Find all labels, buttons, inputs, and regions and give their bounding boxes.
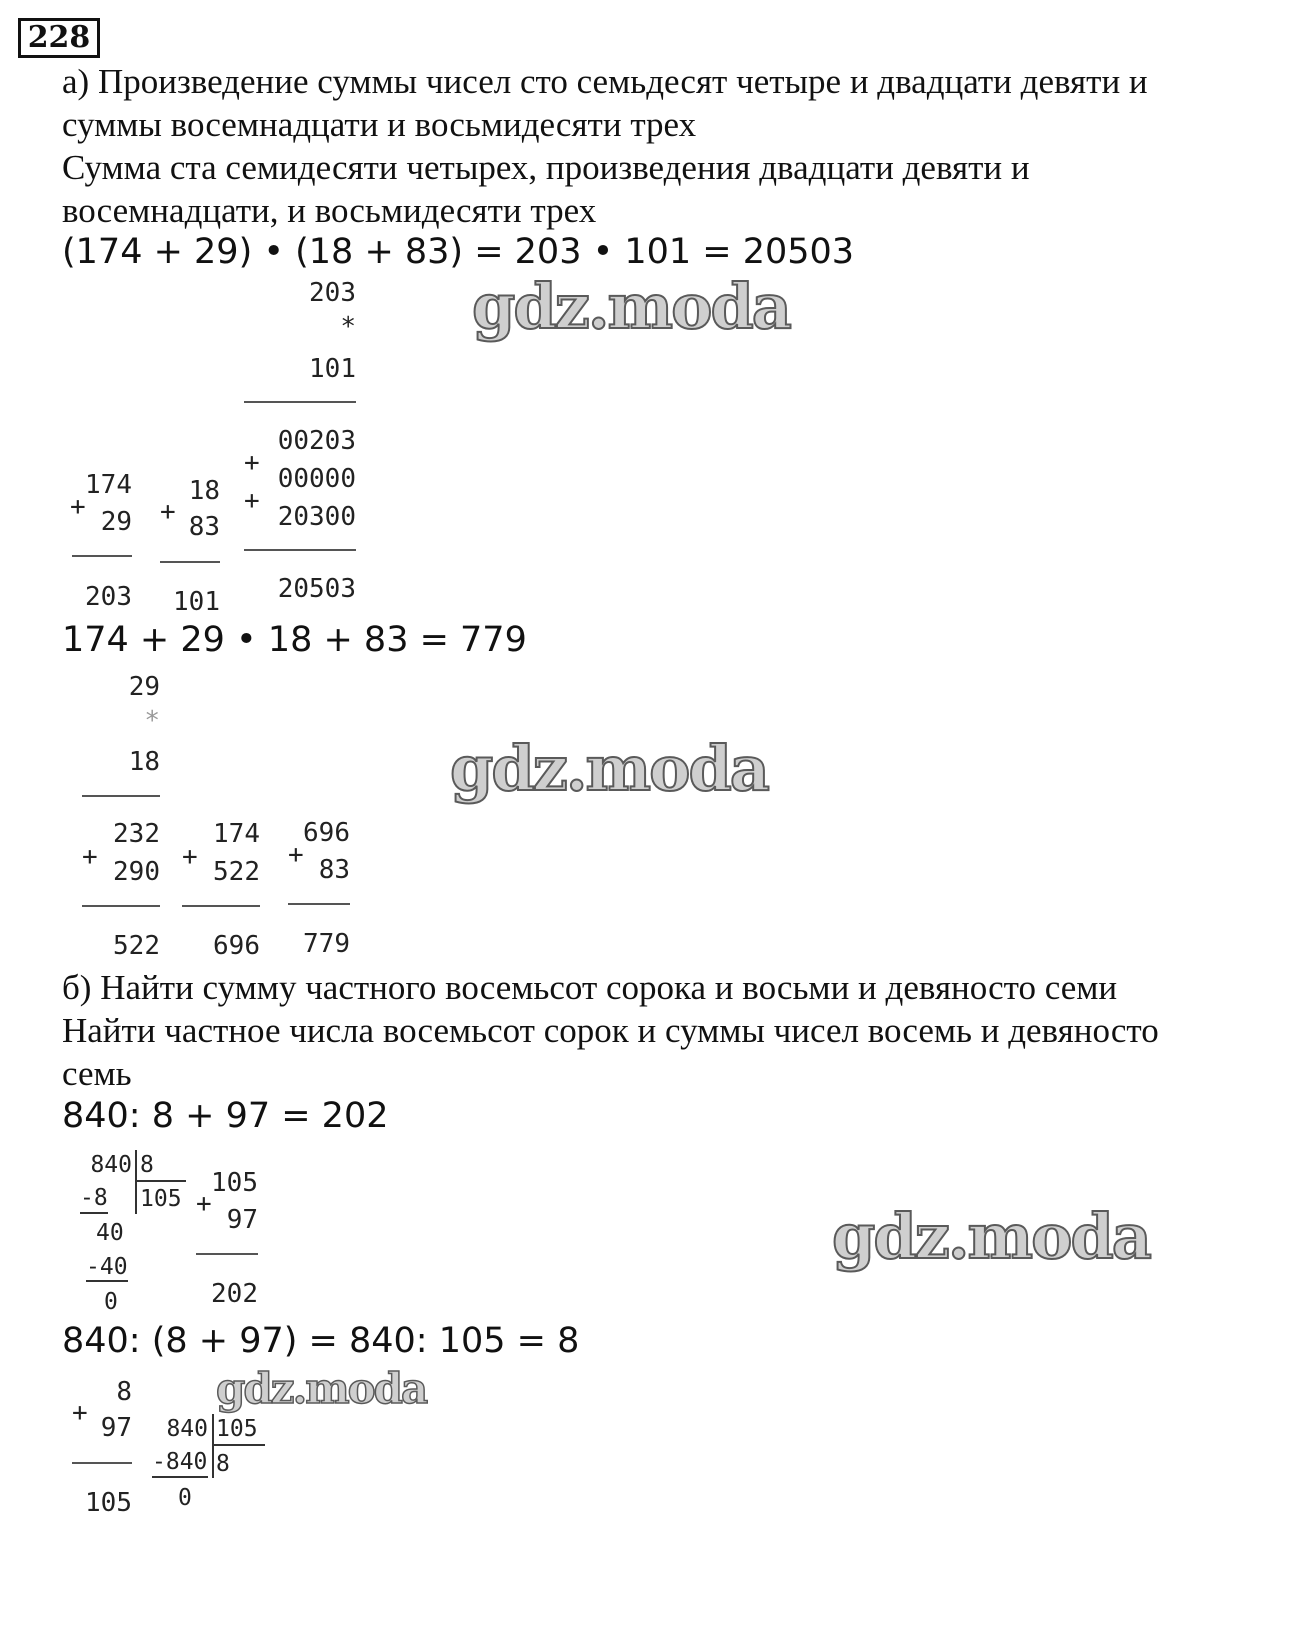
div1-sub2: -40 (86, 1254, 128, 1280)
div2-vline (212, 1414, 214, 1478)
mul1-plus2: + (244, 486, 260, 516)
add-c1-b: 97 (226, 1205, 258, 1235)
mul1-row3: 20300 (277, 502, 356, 532)
add-b1-line (82, 905, 160, 907)
add-a2-a: 18 (188, 476, 220, 506)
add-c2-result: 105 (85, 1488, 132, 1518)
part-a-line-1: а) Произведение суммы чисел сто семьдесят четыре и двадцати девяти и (62, 62, 1148, 101)
add-c1-plus: + (196, 1189, 212, 1219)
div1-sub1: -8 (80, 1185, 108, 1211)
div1-vline (135, 1150, 137, 1214)
mul1-a: 203 (309, 278, 356, 308)
mul2-b: 18 (128, 747, 160, 777)
div2-sub1-line (152, 1476, 208, 1478)
part-b-line-3: семь (62, 1054, 132, 1093)
add-b3-result: 779 (303, 929, 350, 959)
div2-quotient: 8 (216, 1451, 230, 1477)
add-c2-b: 97 (100, 1413, 132, 1443)
equation-b1: 840: 8 + 97 = 202 (62, 1096, 389, 1136)
part-a-line-2: суммы восемнадцати и восьмидесяти трех (62, 105, 697, 144)
div1-rem1: 40 (96, 1220, 124, 1246)
mul1-line (244, 401, 356, 403)
add-b3-plus: + (288, 840, 304, 870)
watermark-4: gdz.moda (216, 1364, 427, 1413)
add-a1-plus: + (70, 492, 86, 522)
add-b1-plus: + (82, 842, 98, 872)
add-b1-a: 232 (113, 819, 160, 849)
div2-divisor: 105 (216, 1416, 258, 1442)
add-b1-result: 522 (113, 931, 160, 961)
mul1-result: 20503 (277, 574, 356, 604)
mul1-b: 101 (309, 354, 356, 384)
part-a-line-4: восемнадцати, и восьмидесяти трех (62, 191, 597, 230)
div1-hline (136, 1180, 186, 1182)
mul1-op: * (340, 312, 356, 342)
watermark-2: gdz.moda (450, 732, 768, 805)
div1-rem2: 0 (104, 1289, 118, 1315)
div1-sub1-line (80, 1212, 108, 1214)
add-b2-b: 522 (213, 857, 260, 887)
mul2-a: 29 (128, 672, 160, 702)
part-b-line-1: б) Найти сумму частного восемьсот сорока и восьми и девяносто семи (62, 968, 1118, 1007)
div2-sub1: -840 (152, 1449, 208, 1475)
add-b2-line (182, 905, 260, 907)
add-b2-plus: + (182, 842, 198, 872)
add-a1-a: 174 (85, 470, 132, 500)
add-a2-plus: + (160, 497, 176, 527)
add-a2-b: 83 (188, 512, 220, 542)
mul1-line2 (244, 549, 356, 551)
add-c2-plus: + (72, 1398, 88, 1428)
add-b2-result: 696 (213, 931, 260, 961)
add-c1-result: 202 (211, 1279, 258, 1309)
add-b2-a: 174 (213, 819, 260, 849)
equation-a1: (174 + 29) • (18 + 83) = 203 • 101 = 20503 (62, 232, 855, 272)
mul2-op: * (144, 706, 160, 736)
add-c1-a: 105 (211, 1168, 258, 1198)
equation-b2: 840: (8 + 97) = 840: 105 = 8 (62, 1321, 580, 1361)
mul1-plus1: + (244, 448, 260, 478)
div1-dividend: 840 (90, 1152, 132, 1178)
add-b3-a: 696 (303, 818, 350, 848)
add-a1-b: 29 (100, 507, 132, 537)
mul1-row1: 00203 (277, 426, 356, 456)
add-c2-line (72, 1462, 132, 1464)
add-a2-result: 101 (173, 587, 220, 617)
add-a1-line (72, 555, 132, 557)
add-b3-line (288, 903, 350, 905)
watermark-3: gdz.moda (832, 1200, 1150, 1273)
div1-sub2-line (86, 1280, 128, 1282)
mul1-row2: 00000 (277, 464, 356, 494)
div1-divisor: 8 (140, 1152, 154, 1178)
add-c2-a: 8 (116, 1377, 132, 1407)
add-a2-line (160, 561, 220, 563)
mul2-line (82, 795, 160, 797)
add-c1-line (196, 1253, 258, 1255)
div2-hline (213, 1444, 265, 1446)
div2-dividend: 840 (166, 1416, 208, 1442)
add-b1-b: 290 (113, 857, 160, 887)
task-number-badge: 228 (18, 18, 100, 58)
div1-quotient: 105 (140, 1186, 182, 1212)
part-a-line-3: Сумма ста семидесяти четырех, произведения двадцати девяти и (62, 148, 1030, 187)
watermark-1: gdz.moda (472, 270, 790, 343)
div2-rem1: 0 (178, 1485, 192, 1511)
add-a1-result: 203 (85, 582, 132, 612)
equation-a2: 174 + 29 • 18 + 83 = 779 (62, 620, 527, 660)
part-b-line-2: Найти частное числа восемьсот сорок и суммы чисел восемь и девяносто (62, 1011, 1159, 1050)
add-b3-b: 83 (318, 855, 350, 885)
